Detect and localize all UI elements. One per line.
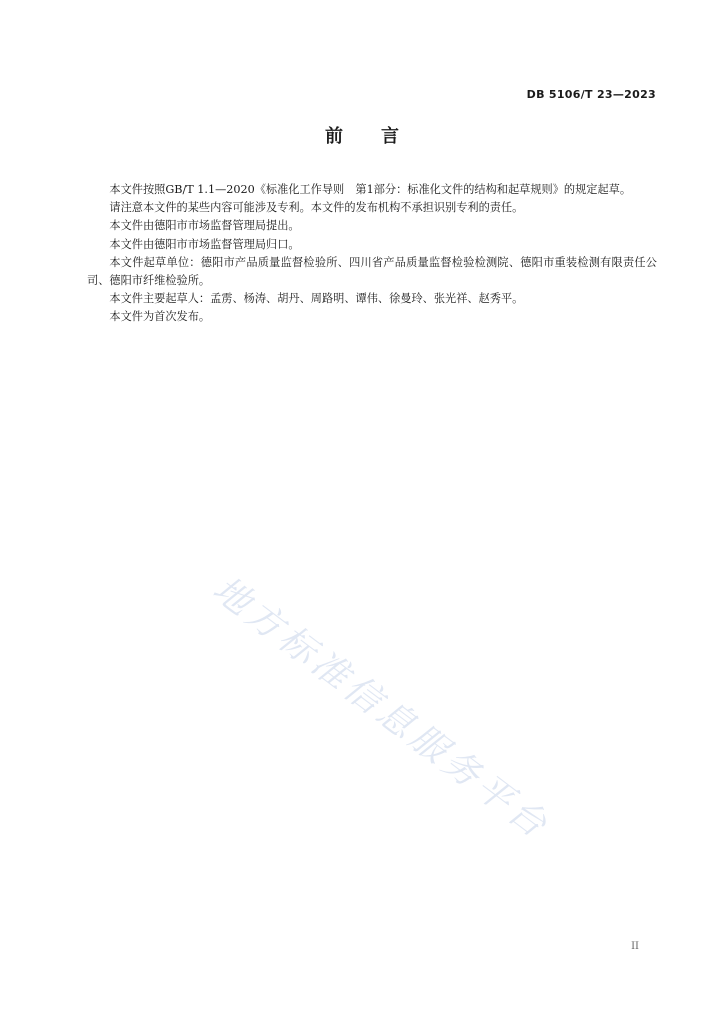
paragraph-proposed-by: 本文件由德阳市市场监督管理局提出。: [109, 219, 300, 233]
watermark: 地方标准信息服务平台: [205, 568, 558, 849]
paragraph-drafting-units: 本文件起草单位：德阳市产品质量监督检验所、四川省产品质量监督检验检测院、德阳市重装检测有限责任公司、德阳市纤维检验所。: [87, 255, 657, 288]
paragraph-centralized-by: 本文件由德阳市市场监督管理局归口。: [109, 237, 300, 251]
paragraph-patent-notice: 请注意本文件的某些内容可能涉及专利。本文件的发布机构不承担识别专利的责任。: [109, 201, 524, 215]
foreword-body: [87, 181, 657, 327]
paragraph-first-release: 本文件为首次发布。: [109, 310, 211, 324]
page-number: II: [631, 941, 639, 952]
paragraph-drafters: 本文件主要起草人：孟雳、杨涛、胡丹、周路明、谭伟、徐曼玲、张光祥、赵秀平。: [109, 292, 524, 306]
paragraph-drafting-basis: 本文件按照GB/T 1.1—2020《标准化工作导则 第1部分：标准化文件的结构和起草规则》的规定起草。: [109, 183, 632, 196]
page-title: 前言: [325, 126, 437, 147]
document-code: DB 5106/T 23—2023: [526, 88, 656, 101]
